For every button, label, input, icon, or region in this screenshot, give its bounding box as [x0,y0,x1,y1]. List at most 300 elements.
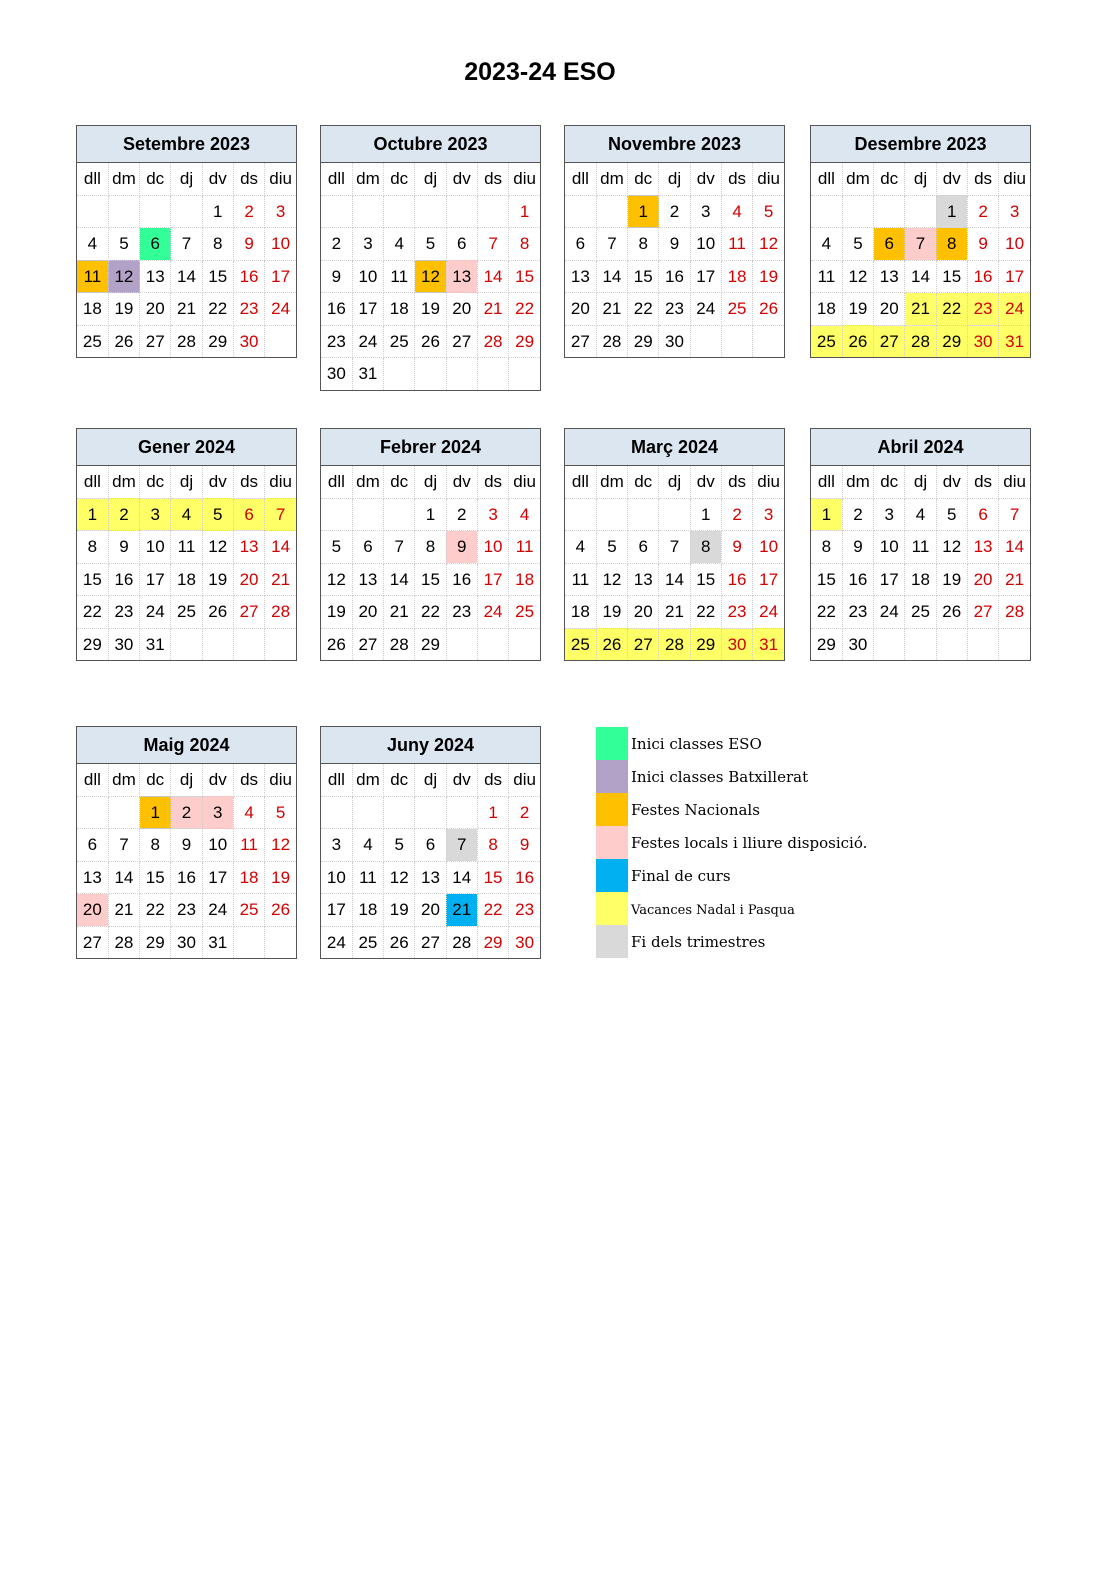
day-cell: 13 [140,260,171,293]
day-cell: 4 [509,498,540,531]
empty-cell [265,325,296,357]
weekday-header: dm [596,466,627,498]
day-cell: 28 [477,325,508,358]
empty-cell [905,195,936,228]
day-cell: 23 [321,325,352,358]
weekday-header: dm [108,466,139,498]
weekday-header: dj [415,764,446,796]
weekday-header: ds [477,163,508,195]
weekday-header: dv [446,466,477,498]
empty-cell [477,358,508,390]
weekday-header: dv [202,163,233,195]
day-cell: 8 [415,531,446,564]
empty-cell [446,358,477,390]
day-cell: 10 [753,531,784,564]
day-cell: 10 [874,531,905,564]
day-cell: 10 [999,228,1030,261]
empty-cell [721,325,752,357]
day-cell: 13 [415,861,446,894]
day-cell: 26 [108,325,139,357]
day-cell: 19 [384,894,415,927]
weekday-header: dll [811,466,842,498]
legend-label: Vacances Nadal i Pasqua [631,903,795,918]
weekday-header: dv [446,764,477,796]
day-cell: 28 [999,596,1030,629]
day-cell: 1 [77,498,108,531]
empty-cell [842,195,873,228]
day-cell: 16 [509,861,540,894]
day-cell: 18 [352,894,383,927]
day-cell: 7 [171,228,202,261]
day-cell: 16 [108,563,139,596]
day-cell: 1 [628,195,659,228]
day-cell: 18 [509,563,540,596]
day-cell: 6 [446,228,477,261]
empty-cell [967,628,998,660]
weekday-header: dv [446,163,477,195]
weekday-header: dv [690,163,721,195]
day-cell: 25 [233,894,264,927]
day-cell: 23 [108,596,139,629]
day-cell: 23 [967,293,998,326]
month-calendar [320,428,541,661]
day-cell: 1 [936,195,967,228]
day-cell: 4 [171,498,202,531]
day-cell: 4 [77,228,108,261]
day-cell: 31 [202,926,233,958]
day-cell: 16 [721,563,752,596]
weekday-header: diu [753,466,784,498]
day-cell: 26 [384,926,415,958]
empty-cell [352,796,383,829]
day-cell: 25 [811,325,842,357]
empty-cell [265,926,296,958]
day-cell: 6 [415,829,446,862]
legend-swatch [596,859,628,892]
day-cell: 4 [352,829,383,862]
day-cell: 14 [108,861,139,894]
day-cell: 1 [509,195,540,228]
day-cell: 31 [999,325,1030,357]
empty-cell [202,628,233,660]
day-cell: 11 [509,531,540,564]
weekday-header: ds [721,163,752,195]
day-cell: 15 [77,563,108,596]
empty-cell [321,498,352,531]
day-cell: 9 [446,531,477,564]
day-cell: 15 [140,861,171,894]
day-cell: 14 [596,260,627,293]
day-cell: 28 [384,628,415,660]
day-cell: 20 [233,563,264,596]
day-cell: 8 [509,228,540,261]
day-cell: 25 [384,325,415,358]
legend-label: Inici classes Batxillerat [631,768,809,786]
day-cell: 12 [842,260,873,293]
day-cell: 11 [565,563,596,596]
day-cell: 10 [265,228,296,261]
day-cell: 17 [265,260,296,293]
day-cell: 12 [202,531,233,564]
empty-cell [171,628,202,660]
day-cell: 27 [415,926,446,958]
day-cell: 25 [352,926,383,958]
day-cell: 2 [509,796,540,829]
day-cell: 19 [596,596,627,629]
empty-cell [565,195,596,228]
weekday-header: diu [265,764,296,796]
weekday-header: dc [384,466,415,498]
day-cell: 8 [811,531,842,564]
month-name: Setembre 2023 [77,126,296,163]
day-cell: 3 [477,498,508,531]
weekday-header: dc [874,466,905,498]
day-cell: 20 [565,293,596,326]
empty-cell [509,358,540,390]
day-cell: 6 [628,531,659,564]
day-cell: 20 [77,894,108,927]
legend-label: Fi dels trimestres [631,933,766,951]
weekday-header: dj [171,163,202,195]
day-cell: 19 [842,293,873,326]
day-cell: 25 [171,596,202,629]
day-cell: 25 [721,293,752,326]
weekday-header: dll [565,466,596,498]
weekday-header: dj [905,163,936,195]
day-cell: 18 [905,563,936,596]
weekday-header: dll [77,163,108,195]
month-name: Març 2024 [565,429,784,466]
day-cell: 28 [265,596,296,629]
weekday-header: dm [842,163,873,195]
day-cell: 19 [108,293,139,326]
day-cell: 11 [384,260,415,293]
day-cell: 20 [352,596,383,629]
day-cell: 3 [321,829,352,862]
day-cell: 29 [690,628,721,660]
empty-cell [352,498,383,531]
day-cell: 26 [415,325,446,358]
legend-swatch [596,892,628,925]
day-cell: 2 [321,228,352,261]
day-cell: 1 [202,195,233,228]
weekday-header: ds [233,163,264,195]
day-cell: 23 [842,596,873,629]
day-cell: 22 [811,596,842,629]
day-cell: 28 [171,325,202,357]
weekday-header: dc [628,466,659,498]
day-cell: 16 [842,563,873,596]
day-cell: 7 [265,498,296,531]
day-cell: 2 [446,498,477,531]
day-cell: 11 [811,260,842,293]
day-cell: 10 [477,531,508,564]
day-cell: 8 [628,228,659,261]
day-cell: 14 [477,260,508,293]
day-cell: 26 [753,293,784,326]
month-name: Desembre 2023 [811,126,1030,163]
day-cell: 13 [233,531,264,564]
day-cell: 20 [140,293,171,326]
weekday-header: ds [477,466,508,498]
weekday-header: diu [753,163,784,195]
day-cell: 29 [811,628,842,660]
day-cell: 28 [659,628,690,660]
day-cell: 27 [565,325,596,357]
month-calendar [76,125,297,358]
day-cell: 19 [321,596,352,629]
day-cell: 18 [721,260,752,293]
day-cell: 9 [842,531,873,564]
weekday-header: dj [415,466,446,498]
legend-swatch [596,925,628,958]
day-cell: 24 [477,596,508,629]
day-cell: 2 [967,195,998,228]
day-cell: 15 [811,563,842,596]
day-cell: 15 [202,260,233,293]
weekday-header: dc [140,466,171,498]
empty-cell [753,325,784,357]
day-cell: 14 [171,260,202,293]
day-cell: 3 [265,195,296,228]
day-cell: 18 [233,861,264,894]
day-cell: 8 [477,829,508,862]
day-cell: 31 [140,628,171,660]
day-cell: 13 [628,563,659,596]
day-cell: 14 [384,563,415,596]
empty-cell [233,926,264,958]
empty-cell [596,195,627,228]
weekday-header: diu [265,163,296,195]
weekday-header: dll [811,163,842,195]
day-cell: 22 [509,293,540,326]
day-cell: 23 [721,596,752,629]
day-cell: 18 [565,596,596,629]
day-cell: 17 [477,563,508,596]
weekday-header: diu [999,163,1030,195]
weekday-header: diu [509,764,540,796]
day-cell: 24 [753,596,784,629]
empty-cell [415,195,446,228]
day-cell: 5 [108,228,139,261]
month-calendar [810,428,1031,661]
day-cell: 16 [321,293,352,326]
day-cell: 14 [446,861,477,894]
day-cell: 7 [477,228,508,261]
day-cell: 11 [721,228,752,261]
day-cell: 5 [753,195,784,228]
legend-swatch [596,826,628,859]
day-cell: 8 [936,228,967,261]
day-cell: 3 [202,796,233,829]
empty-cell [565,498,596,531]
weekday-header: dj [659,163,690,195]
day-cell: 21 [659,596,690,629]
day-cell: 7 [999,498,1030,531]
day-cell: 7 [446,829,477,862]
weekday-header: dll [77,466,108,498]
empty-cell [690,325,721,357]
day-cell: 26 [321,628,352,660]
day-cell: 25 [905,596,936,629]
day-cell: 23 [446,596,477,629]
day-cell: 3 [690,195,721,228]
day-cell: 5 [842,228,873,261]
weekday-header: dll [321,466,352,498]
day-cell: 15 [690,563,721,596]
day-cell: 9 [721,531,752,564]
day-cell: 24 [140,596,171,629]
day-cell: 22 [140,894,171,927]
empty-cell [874,195,905,228]
day-cell: 6 [874,228,905,261]
day-cell: 5 [596,531,627,564]
day-cell: 22 [690,596,721,629]
weekday-header: ds [233,466,264,498]
day-cell: 2 [659,195,690,228]
empty-cell [384,358,415,390]
day-cell: 2 [171,796,202,829]
day-cell: 4 [565,531,596,564]
day-cell: 11 [233,829,264,862]
legend-swatch [596,793,628,826]
day-cell: 3 [874,498,905,531]
day-cell: 21 [905,293,936,326]
day-cell: 11 [352,861,383,894]
empty-cell [628,498,659,531]
day-cell: 29 [477,926,508,958]
weekday-header: dll [77,764,108,796]
day-cell: 19 [265,861,296,894]
day-cell: 15 [477,861,508,894]
day-cell: 7 [596,228,627,261]
weekday-header: ds [967,163,998,195]
weekday-header: dv [202,764,233,796]
day-cell: 5 [936,498,967,531]
day-cell: 6 [140,228,171,261]
day-cell: 26 [202,596,233,629]
day-cell: 26 [596,628,627,660]
weekday-header: ds [233,764,264,796]
day-cell: 16 [171,861,202,894]
day-cell: 8 [140,829,171,862]
day-cell: 12 [596,563,627,596]
empty-cell [171,195,202,228]
month-name: Febrer 2024 [321,429,540,466]
day-cell: 1 [811,498,842,531]
day-cell: 9 [233,228,264,261]
empty-cell [659,498,690,531]
legend-label: Festes Nacionals [631,801,760,819]
day-cell: 3 [352,228,383,261]
weekday-header: diu [265,466,296,498]
day-cell: 23 [171,894,202,927]
day-cell: 12 [265,829,296,862]
month-name: Maig 2024 [77,727,296,764]
day-cell: 27 [446,325,477,358]
day-cell: 20 [415,894,446,927]
day-cell: 3 [753,498,784,531]
day-cell: 29 [415,628,446,660]
day-cell: 9 [509,829,540,862]
day-cell: 10 [202,829,233,862]
month-name: Abril 2024 [811,429,1030,466]
day-cell: 28 [905,325,936,357]
day-cell: 6 [967,498,998,531]
day-cell: 22 [415,596,446,629]
empty-cell [446,796,477,829]
day-cell: 5 [321,531,352,564]
day-cell: 12 [321,563,352,596]
empty-cell [140,195,171,228]
empty-cell [321,195,352,228]
day-cell: 20 [967,563,998,596]
day-cell: 17 [874,563,905,596]
day-cell: 9 [171,829,202,862]
day-cell: 12 [936,531,967,564]
day-cell: 25 [565,628,596,660]
day-cell: 24 [690,293,721,326]
day-cell: 29 [77,628,108,660]
day-cell: 7 [108,829,139,862]
day-cell: 13 [352,563,383,596]
month-calendar [564,125,785,358]
empty-cell [905,628,936,660]
day-cell: 24 [999,293,1030,326]
day-cell: 30 [321,358,352,390]
page-title: 2023-24 ESO [464,58,616,86]
legend-swatch [596,727,628,760]
weekday-header: dm [108,163,139,195]
legend-label: Inici classes ESO [631,735,762,753]
day-cell: 20 [628,596,659,629]
legend-label: Festes locals i lliure disposició. [631,834,868,852]
day-cell: 17 [140,563,171,596]
day-cell: 28 [596,325,627,357]
day-cell: 9 [321,260,352,293]
empty-cell [108,796,139,829]
month-name: Gener 2024 [77,429,296,466]
day-cell: 18 [171,563,202,596]
day-cell: 2 [108,498,139,531]
day-cell: 2 [233,195,264,228]
weekday-header: dll [321,764,352,796]
day-cell: 23 [233,293,264,326]
day-cell: 30 [108,628,139,660]
day-cell: 17 [352,293,383,326]
weekday-header: dv [936,466,967,498]
day-cell: 29 [936,325,967,357]
day-cell: 17 [999,260,1030,293]
day-cell: 16 [659,260,690,293]
day-cell: 2 [842,498,873,531]
empty-cell [509,628,540,660]
empty-cell [477,628,508,660]
day-cell: 23 [509,894,540,927]
weekday-header: dm [352,764,383,796]
weekday-header: dm [352,466,383,498]
weekday-header: ds [477,764,508,796]
month-calendar [564,428,785,661]
day-cell: 17 [202,861,233,894]
day-cell: 15 [628,260,659,293]
day-cell: 17 [690,260,721,293]
weekday-header: dj [659,466,690,498]
day-cell: 5 [202,498,233,531]
day-cell: 6 [77,829,108,862]
weekday-header: diu [509,466,540,498]
day-cell: 14 [905,260,936,293]
